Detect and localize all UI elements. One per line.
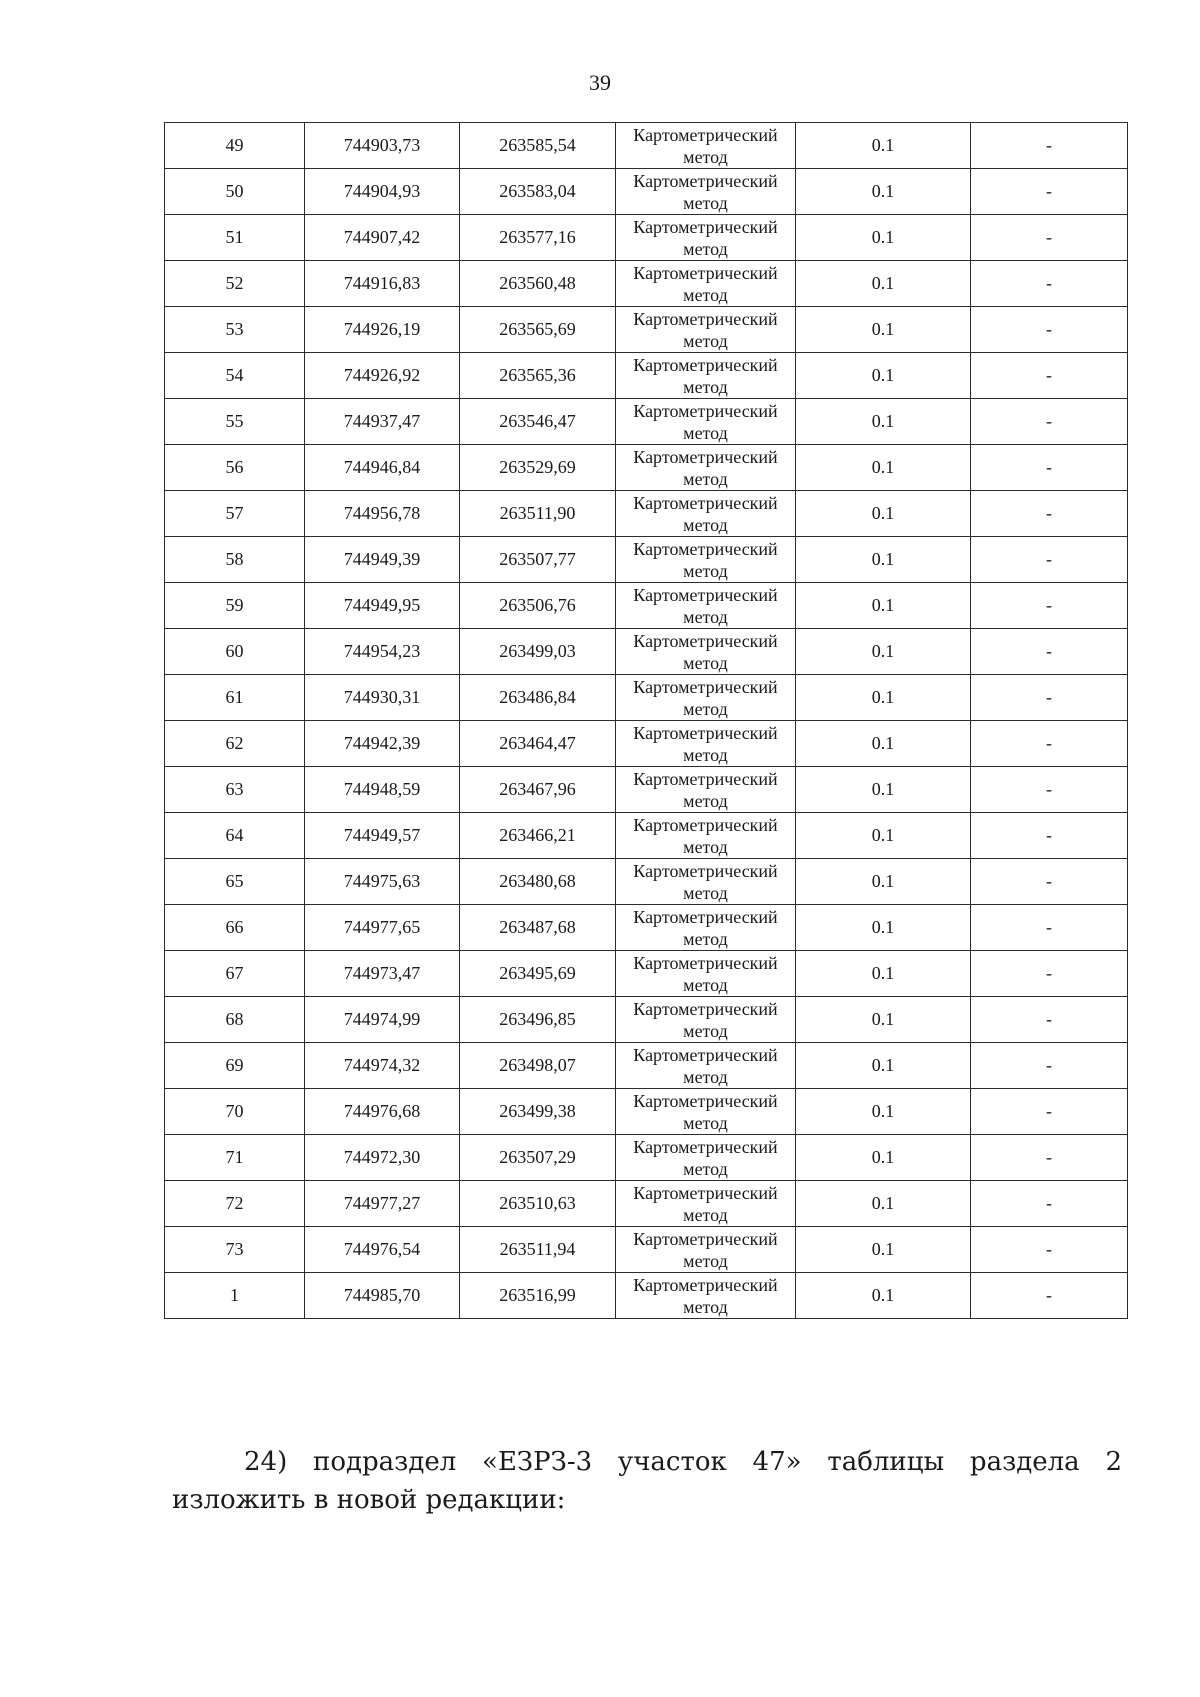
note-cell: -: [971, 491, 1128, 537]
note-cell: -: [971, 997, 1128, 1043]
x-coordinate-cell: 744907,42: [305, 215, 460, 261]
table-row: [165, 1227, 1128, 1273]
point-number-cell: 58: [165, 537, 305, 583]
method-cell: [616, 813, 796, 859]
method-line-1: Картометрический: [633, 308, 778, 329]
note-cell: -: [971, 951, 1128, 997]
note-cell: -: [971, 675, 1128, 721]
point-number-cell: 50: [165, 169, 305, 215]
point-number-cell: 65: [165, 859, 305, 905]
accuracy-cell: 0.1: [796, 491, 971, 537]
y-coordinate-cell: 263560,48: [460, 261, 616, 307]
point-number-cell: 66: [165, 905, 305, 951]
note-cell: -: [971, 583, 1128, 629]
note-cell: -: [971, 445, 1128, 491]
point-number-cell: 72: [165, 1181, 305, 1227]
x-coordinate-cell: 744976,68: [305, 1089, 460, 1135]
y-coordinate-cell: 263506,76: [460, 583, 616, 629]
accuracy-cell: 0.1: [796, 1089, 971, 1135]
method-line-2: метод: [683, 422, 728, 443]
y-coordinate-cell: 263507,29: [460, 1135, 616, 1181]
table-row: [165, 675, 1128, 721]
method-line-2: метод: [683, 1204, 728, 1225]
point-number-cell: 61: [165, 675, 305, 721]
method-line-1: Картометрический: [633, 1044, 778, 1065]
method-cell: [616, 997, 796, 1043]
coordinates-table: [164, 122, 1128, 1319]
table-row: [165, 951, 1128, 997]
note-cell: -: [971, 215, 1128, 261]
method-cell: [616, 123, 796, 169]
y-coordinate-cell: 263511,94: [460, 1227, 616, 1273]
method-line-2: метод: [683, 1066, 728, 1087]
method-line-2: метод: [683, 1250, 728, 1271]
x-coordinate-cell: 744949,39: [305, 537, 460, 583]
accuracy-cell: 0.1: [796, 951, 971, 997]
point-number-cell: 71: [165, 1135, 305, 1181]
accuracy-cell: 0.1: [796, 399, 971, 445]
table-row: [165, 445, 1128, 491]
method-line-1: Картометрический: [633, 170, 778, 191]
method-line-1: Картометрический: [633, 860, 778, 881]
y-coordinate-cell: 263511,90: [460, 491, 616, 537]
method-line-1: Картометрический: [633, 400, 778, 421]
accuracy-cell: 0.1: [796, 629, 971, 675]
method-line-2: метод: [683, 836, 728, 857]
method-line-1: Картометрический: [633, 722, 778, 743]
x-coordinate-cell: 744937,47: [305, 399, 460, 445]
x-coordinate-cell: 744946,84: [305, 445, 460, 491]
point-number-cell: 49: [165, 123, 305, 169]
method-cell: [616, 1043, 796, 1089]
method-line-1: Картометрический: [633, 492, 778, 513]
y-coordinate-cell: 263499,03: [460, 629, 616, 675]
note-cell: -: [971, 169, 1128, 215]
method-line-2: метод: [683, 652, 728, 673]
method-cell: [616, 491, 796, 537]
note-cell: -: [971, 1135, 1128, 1181]
point-number-cell: 55: [165, 399, 305, 445]
note-cell: -: [971, 123, 1128, 169]
x-coordinate-cell: 744954,23: [305, 629, 460, 675]
accuracy-cell: 0.1: [796, 767, 971, 813]
table-row: [165, 1043, 1128, 1089]
point-number-cell: 51: [165, 215, 305, 261]
point-number-cell: 68: [165, 997, 305, 1043]
point-number-cell: 69: [165, 1043, 305, 1089]
table-row: [165, 399, 1128, 445]
table-row: [165, 353, 1128, 399]
method-cell: [616, 215, 796, 261]
y-coordinate-cell: 263565,36: [460, 353, 616, 399]
x-coordinate-cell: 744985,70: [305, 1273, 460, 1319]
method-cell: [616, 445, 796, 491]
method-line-1: Картометрический: [633, 630, 778, 651]
method-cell: [616, 767, 796, 813]
method-line-1: Картометрический: [633, 1228, 778, 1249]
method-line-2: метод: [683, 1296, 728, 1317]
note-cell: -: [971, 1273, 1128, 1319]
x-coordinate-cell: 744904,93: [305, 169, 460, 215]
method-line-2: метод: [683, 606, 728, 627]
note-cell: -: [971, 399, 1128, 445]
table-row: [165, 261, 1128, 307]
x-coordinate-cell: 744973,47: [305, 951, 460, 997]
method-cell: [616, 859, 796, 905]
point-number-cell: 57: [165, 491, 305, 537]
table-row: [165, 169, 1128, 215]
accuracy-cell: 0.1: [796, 169, 971, 215]
table-row: [165, 767, 1128, 813]
point-number-cell: 62: [165, 721, 305, 767]
y-coordinate-cell: 263583,04: [460, 169, 616, 215]
y-coordinate-cell: 263480,68: [460, 859, 616, 905]
table-row: [165, 1181, 1128, 1227]
method-line-1: Картометрический: [633, 584, 778, 605]
method-line-1: Картометрический: [633, 768, 778, 789]
y-coordinate-cell: 263510,63: [460, 1181, 616, 1227]
point-number-cell: 63: [165, 767, 305, 813]
x-coordinate-cell: 744903,73: [305, 123, 460, 169]
x-coordinate-cell: 744972,30: [305, 1135, 460, 1181]
accuracy-cell: 0.1: [796, 123, 971, 169]
method-cell: [616, 1181, 796, 1227]
point-number-cell: 64: [165, 813, 305, 859]
method-line-2: метод: [683, 376, 728, 397]
method-cell: [616, 905, 796, 951]
x-coordinate-cell: 744976,54: [305, 1227, 460, 1273]
note-cell: -: [971, 307, 1128, 353]
x-coordinate-cell: 744974,32: [305, 1043, 460, 1089]
method-cell: [616, 307, 796, 353]
x-coordinate-cell: 744977,65: [305, 905, 460, 951]
method-line-2: метод: [683, 284, 728, 305]
x-coordinate-cell: 744975,63: [305, 859, 460, 905]
page-number: 39: [589, 70, 611, 95]
table-row: [165, 629, 1128, 675]
table-row: [165, 215, 1128, 261]
table-row: [165, 721, 1128, 767]
method-line-2: метод: [683, 1158, 728, 1179]
table-row: [165, 491, 1128, 537]
accuracy-cell: 0.1: [796, 1273, 971, 1319]
method-line-2: метод: [683, 192, 728, 213]
point-number-cell: 60: [165, 629, 305, 675]
point-number-cell: 53: [165, 307, 305, 353]
method-line-1: Картометрический: [633, 814, 778, 835]
x-coordinate-cell: 744949,95: [305, 583, 460, 629]
accuracy-cell: 0.1: [796, 1135, 971, 1181]
method-cell: [616, 399, 796, 445]
method-line-2: метод: [683, 882, 728, 903]
method-line-2: метод: [683, 928, 728, 949]
y-coordinate-cell: 263546,47: [460, 399, 616, 445]
note-cell: -: [971, 353, 1128, 399]
method-line-1: Картометрический: [633, 906, 778, 927]
table-row: [165, 583, 1128, 629]
accuracy-cell: 0.1: [796, 537, 971, 583]
point-number-cell: 59: [165, 583, 305, 629]
table-row: [165, 307, 1128, 353]
table-row: [165, 1089, 1128, 1135]
method-cell: [616, 1227, 796, 1273]
accuracy-cell: 0.1: [796, 1043, 971, 1089]
y-coordinate-cell: 263516,99: [460, 1273, 616, 1319]
x-coordinate-cell: 744926,19: [305, 307, 460, 353]
accuracy-cell: 0.1: [796, 905, 971, 951]
point-number-cell: 67: [165, 951, 305, 997]
note-cell: -: [971, 1089, 1128, 1135]
method-line-2: метод: [683, 698, 728, 719]
table-row: [165, 1135, 1128, 1181]
method-line-1: Картометрический: [633, 1274, 778, 1295]
method-line-1: Картометрический: [633, 538, 778, 559]
method-cell: [616, 951, 796, 997]
method-line-2: метод: [683, 330, 728, 351]
y-coordinate-cell: 263464,47: [460, 721, 616, 767]
y-coordinate-cell: 263529,69: [460, 445, 616, 491]
table-row: [165, 859, 1128, 905]
note-cell: -: [971, 859, 1128, 905]
note-cell: -: [971, 1043, 1128, 1089]
method-line-2: метод: [683, 790, 728, 811]
x-coordinate-cell: 744948,59: [305, 767, 460, 813]
accuracy-cell: 0.1: [796, 261, 971, 307]
note-cell: -: [971, 1227, 1128, 1273]
method-line-2: метод: [683, 146, 728, 167]
method-line-1: Картометрический: [633, 1090, 778, 1111]
point-number-cell: 52: [165, 261, 305, 307]
table-row: [165, 537, 1128, 583]
note-cell: -: [971, 721, 1128, 767]
accuracy-cell: 0.1: [796, 997, 971, 1043]
accuracy-cell: 0.1: [796, 215, 971, 261]
accuracy-cell: 0.1: [796, 1227, 971, 1273]
coordinates-table-body: [165, 123, 1128, 1319]
method-line-1: Картометрический: [633, 1136, 778, 1157]
method-line-1: Картометрический: [633, 1182, 778, 1203]
note-cell: -: [971, 537, 1128, 583]
note-cell: -: [971, 1181, 1128, 1227]
y-coordinate-cell: 263498,07: [460, 1043, 616, 1089]
method-cell: [616, 353, 796, 399]
x-coordinate-cell: 744942,39: [305, 721, 460, 767]
method-line-2: метод: [683, 560, 728, 581]
y-coordinate-cell: 263486,84: [460, 675, 616, 721]
y-coordinate-cell: 263496,85: [460, 997, 616, 1043]
accuracy-cell: 0.1: [796, 813, 971, 859]
x-coordinate-cell: 744930,31: [305, 675, 460, 721]
x-coordinate-cell: 744977,27: [305, 1181, 460, 1227]
method-line-2: метод: [683, 468, 728, 489]
method-cell: [616, 261, 796, 307]
note-cell: -: [971, 629, 1128, 675]
method-line-1: Картометрический: [633, 952, 778, 973]
amendment-paragraph: 24) подраздел «ЕЗРЗ-3 участок 47» таблицы раздела 2 изложить в новой редакции:: [172, 1447, 1122, 1515]
table-row: [165, 997, 1128, 1043]
y-coordinate-cell: 263499,38: [460, 1089, 616, 1135]
note-cell: -: [971, 905, 1128, 951]
y-coordinate-cell: 263467,96: [460, 767, 616, 813]
method-line-1: Картометрический: [633, 676, 778, 697]
accuracy-cell: 0.1: [796, 445, 971, 491]
method-cell: [616, 721, 796, 767]
x-coordinate-cell: 744926,92: [305, 353, 460, 399]
accuracy-cell: 0.1: [796, 583, 971, 629]
y-coordinate-cell: 263466,21: [460, 813, 616, 859]
method-line-2: метод: [683, 744, 728, 765]
y-coordinate-cell: 263585,54: [460, 123, 616, 169]
point-number-cell: 1: [165, 1273, 305, 1319]
table-row: [165, 813, 1128, 859]
y-coordinate-cell: 263507,77: [460, 537, 616, 583]
method-cell: [616, 675, 796, 721]
y-coordinate-cell: 263565,69: [460, 307, 616, 353]
table-row: [165, 123, 1128, 169]
table-row: [165, 1273, 1128, 1319]
note-cell: -: [971, 767, 1128, 813]
x-coordinate-cell: 744974,99: [305, 997, 460, 1043]
accuracy-cell: 0.1: [796, 307, 971, 353]
method-cell: [616, 1273, 796, 1319]
method-line-2: метод: [683, 974, 728, 995]
x-coordinate-cell: 744956,78: [305, 491, 460, 537]
note-cell: -: [971, 261, 1128, 307]
method-line-1: Картометрический: [633, 262, 778, 283]
table-row: [165, 905, 1128, 951]
point-number-cell: 73: [165, 1227, 305, 1273]
accuracy-cell: 0.1: [796, 1181, 971, 1227]
point-number-cell: 70: [165, 1089, 305, 1135]
method-line-2: метод: [683, 514, 728, 535]
method-cell: [616, 537, 796, 583]
y-coordinate-cell: 263487,68: [460, 905, 616, 951]
method-line-2: метод: [683, 238, 728, 259]
method-line-2: метод: [683, 1112, 728, 1133]
method-line-1: Картометрический: [633, 216, 778, 237]
method-line-1: Картометрический: [633, 124, 778, 145]
x-coordinate-cell: 744949,57: [305, 813, 460, 859]
method-cell: [616, 629, 796, 675]
accuracy-cell: 0.1: [796, 721, 971, 767]
note-cell: -: [971, 813, 1128, 859]
method-cell: [616, 583, 796, 629]
y-coordinate-cell: 263577,16: [460, 215, 616, 261]
accuracy-cell: 0.1: [796, 353, 971, 399]
x-coordinate-cell: 744916,83: [305, 261, 460, 307]
method-line-1: Картометрический: [633, 354, 778, 375]
accuracy-cell: 0.1: [796, 675, 971, 721]
point-number-cell: 56: [165, 445, 305, 491]
point-number-cell: 54: [165, 353, 305, 399]
y-coordinate-cell: 263495,69: [460, 951, 616, 997]
method-cell: [616, 1135, 796, 1181]
method-line-1: Картометрический: [633, 998, 778, 1019]
method-line-2: метод: [683, 1020, 728, 1041]
method-cell: [616, 1089, 796, 1135]
method-cell: [616, 169, 796, 215]
method-line-1: Картометрический: [633, 446, 778, 467]
accuracy-cell: 0.1: [796, 859, 971, 905]
